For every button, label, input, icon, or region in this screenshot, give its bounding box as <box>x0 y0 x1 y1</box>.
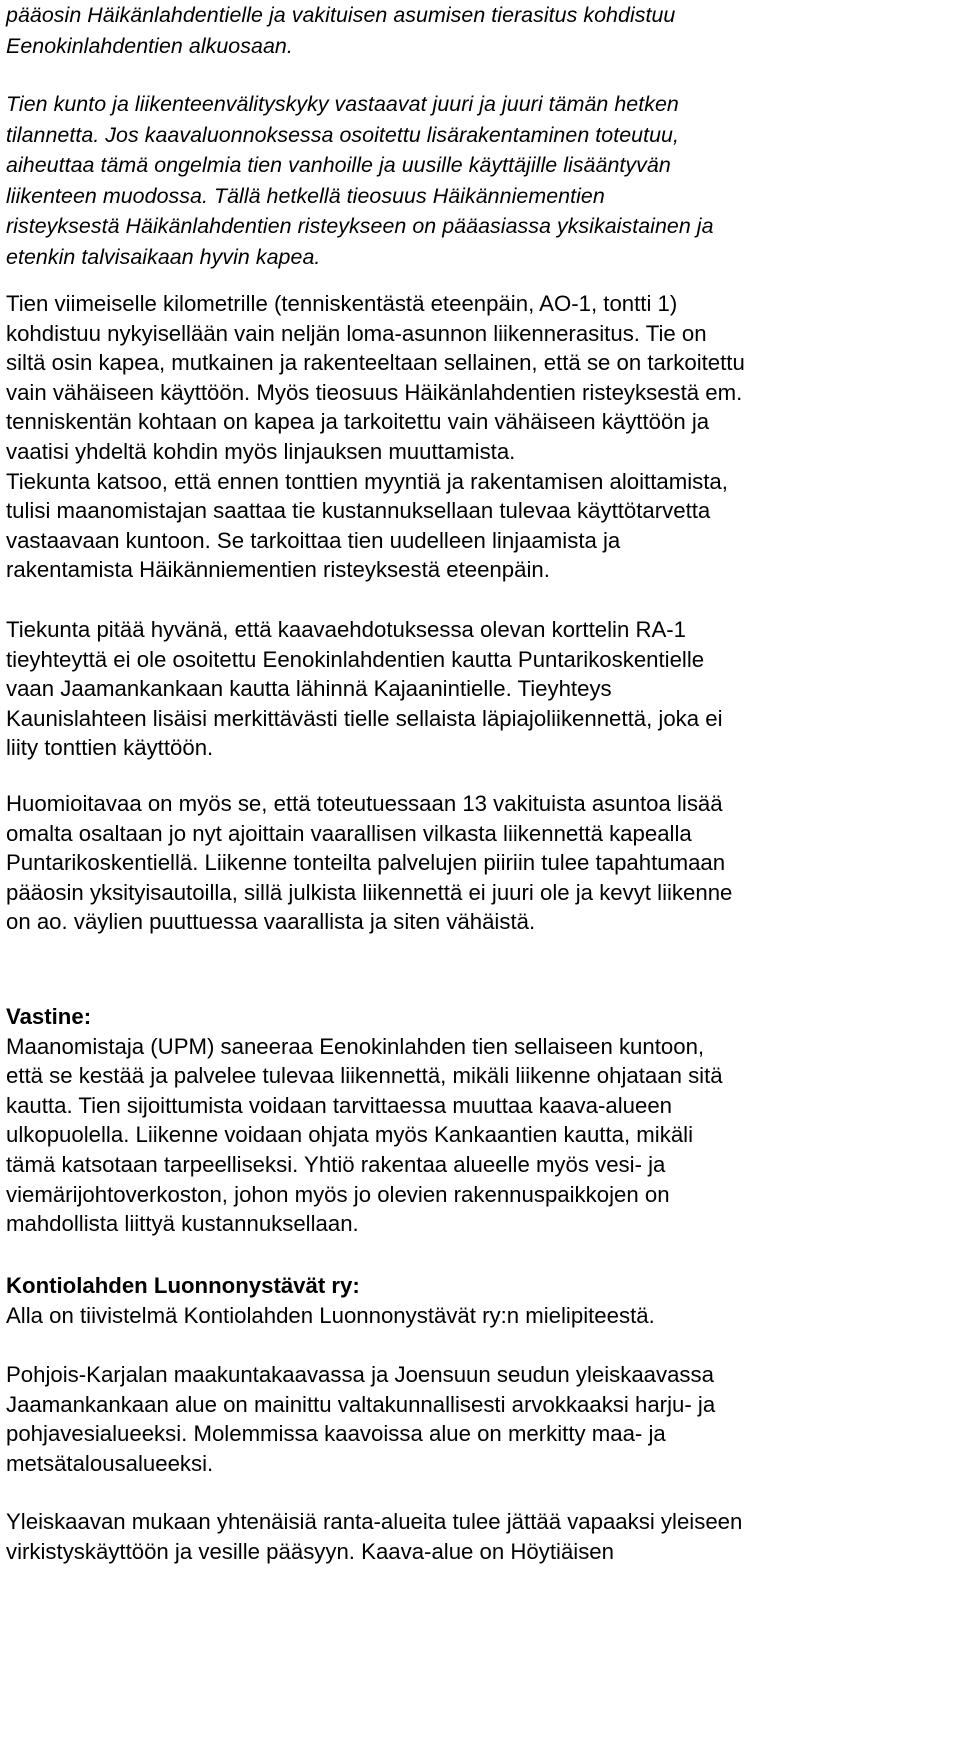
text-line: liity tonttien käyttöön. <box>6 735 214 761</box>
body-paragraph <box>6 789 732 937</box>
text-line: Tiekunta katsoo, että ennen tonttien myyntiä ja rakentamisen aloittamista, <box>6 468 728 494</box>
text-line: vaatisi yhdeltä kohdin myös linjauksen muuttamista. <box>6 438 516 464</box>
text-line: metsätalousalueeksi. <box>6 1450 214 1476</box>
text-line: etenkin talvisaikaan hyvin kapea. <box>6 244 321 269</box>
text-line: Alla on tiivistelmä Kontiolahden Luonnonystävät ry:n mielipiteestä. <box>6 1302 655 1328</box>
text-line: Kaunislahteen lisäisi merkittävästi tielle sellaista läpiajoliikennettä, joka ei <box>6 705 723 731</box>
text-line: pääosin yksityisautoilla, sillä julkista liikennettä ei juuri ole ja kevyt liikenne <box>6 879 733 905</box>
text-line: kautta. Tien sijoittumista voidaan tarvittaessa muuttaa kaava-alueen <box>6 1092 672 1118</box>
response-section <box>6 1002 723 1239</box>
text-line: viemärijohtoverkoston, johon myös jo olevien rakennuspaikkojen on <box>6 1181 670 1207</box>
section-heading: Vastine: <box>6 1004 92 1029</box>
text-line: Tien kunto ja liikenteenvälityskyky vastaavat juuri ja juuri tämän hetken <box>6 92 679 116</box>
quoted-paragraph <box>6 0 675 61</box>
text-line: virkistyskäyttöön ja vesille pääsyyn. Kaava-alue on Höytiäisen <box>6 1538 614 1564</box>
text-line: että se kestää ja palvelee tulevaa liikennettä, mikäli liikenne ohjataan sitä <box>6 1063 723 1089</box>
text-line: Eenokinlahdentien alkuosaan. <box>6 33 293 58</box>
text-line: pohjavesialueeksi. Molemmissa kaavoissa alue on merkitty maa- ja <box>6 1421 666 1447</box>
text-line: Puntarikoskentiellä. Liikenne tonteilta palvelujen piiriin tulee tapahtumaan <box>6 850 726 876</box>
text-line: rakentamista Häikänniementien risteyksestä eteenpäin. <box>6 557 550 583</box>
text-line: on ao. väylien puuttuessa vaarallista ja siten vähäistä. <box>6 909 536 935</box>
text-line: tenniskentän kohtaan on kapea ja tarkoitettu vain vähäiseen käyttöön ja <box>6 409 710 435</box>
text-line: vastaavaan kuntoon. Se tarkoittaa tien uudelleen linjaamista ja <box>6 527 621 553</box>
text-line: vain vähäiseen käyttöön. Myös tieosuus Häikänlahdentien risteyksestä em. <box>6 379 743 405</box>
text-line: tämä katsotaan tarpeelliseksi. Yhtiö rakentaa alueelle myös vesi- ja <box>6 1151 666 1177</box>
text-line: mahdollista liittyä kustannuksellaan. <box>6 1211 359 1237</box>
text-line: tilannetta. Jos kaavaluonnoksessa osoitettu lisärakentaminen toteutuu, <box>6 122 679 147</box>
quoted-paragraph <box>6 89 714 273</box>
body-paragraph <box>6 615 723 763</box>
text-line: Huomioitavaa on myös se, että toteutuessaan 13 vakituista asuntoa lisää <box>6 791 723 816</box>
text-line: Yleiskaavan mukaan yhtenäisiä ranta-alueita tulee jättää vapaaksi yleiseen <box>6 1509 743 1534</box>
text-line: vaan Jaamankankaan kautta lähinnä Kajaanintielle. Tieyhteys <box>6 676 612 702</box>
text-line: Pohjois-Karjalan maakuntakaavassa ja Joensuun seudun yleiskaavassa <box>6 1362 714 1387</box>
text-line: siltä osin kapea, mutkainen ja rakenteeltaan sellainen, että se on tarkoitettu <box>6 350 745 376</box>
text-line: Tiekunta pitää hyvänä, että kaavaehdotuksessa olevan korttelin RA-1 <box>6 617 687 642</box>
text-line: Jaamankankaan alue on mainittu valtakunnallisesti arvokkaaksi harju- ja <box>6 1391 716 1417</box>
text-line: kohdistuu nykyisellään vain neljän loma-asunnon liikennerasitus. Tie on <box>6 320 707 346</box>
text-line: Tien viimeiselle kilometrille (tenniskentästä eteenpäin, AO-1, tontti 1) <box>6 291 678 316</box>
text-line: risteyksestä Häikänlahdentien risteykseen on pääasiassa yksikaistainen ja <box>6 214 714 239</box>
text-line: tieyhteyttä ei ole osoitettu Eenokinlahdentien kautta Puntarikoskentielle <box>6 646 705 672</box>
text-line: tulisi maanomistajan saattaa tie kustannuksellaan tulevaa käyttötarvetta <box>6 498 711 524</box>
section-heading: Kontiolahden Luonnonystävät ry: <box>6 1273 360 1298</box>
text-line: liikenteen muodossa. Tällä hetkellä tieosuus Häikänniementien <box>6 183 605 208</box>
text-line: Maanomistaja (UPM) saneeraa Eenokinlahden tien sellaiseen kuntoon, <box>6 1033 705 1059</box>
body-paragraph <box>6 289 745 585</box>
text-line: pääosin Häikänlahdentielle ja vakituisen asumisen tierasitus kohdistuu <box>6 3 676 27</box>
body-paragraph <box>6 1360 715 1478</box>
text-line: aiheuttaa tämä ongelmia tien vanhoille ja uusille käyttäjille lisääntyvän <box>6 153 671 178</box>
opinion-section <box>6 1271 655 1330</box>
text-line: ulkopuolella. Liikenne voidaan ohjata myös Kankaantien kautta, mikäli <box>6 1122 694 1148</box>
text-line: omalta osaltaan jo nyt ajoittain vaarallisen vilkasta liikennettä kapealla <box>6 820 692 846</box>
body-paragraph <box>6 1507 742 1566</box>
